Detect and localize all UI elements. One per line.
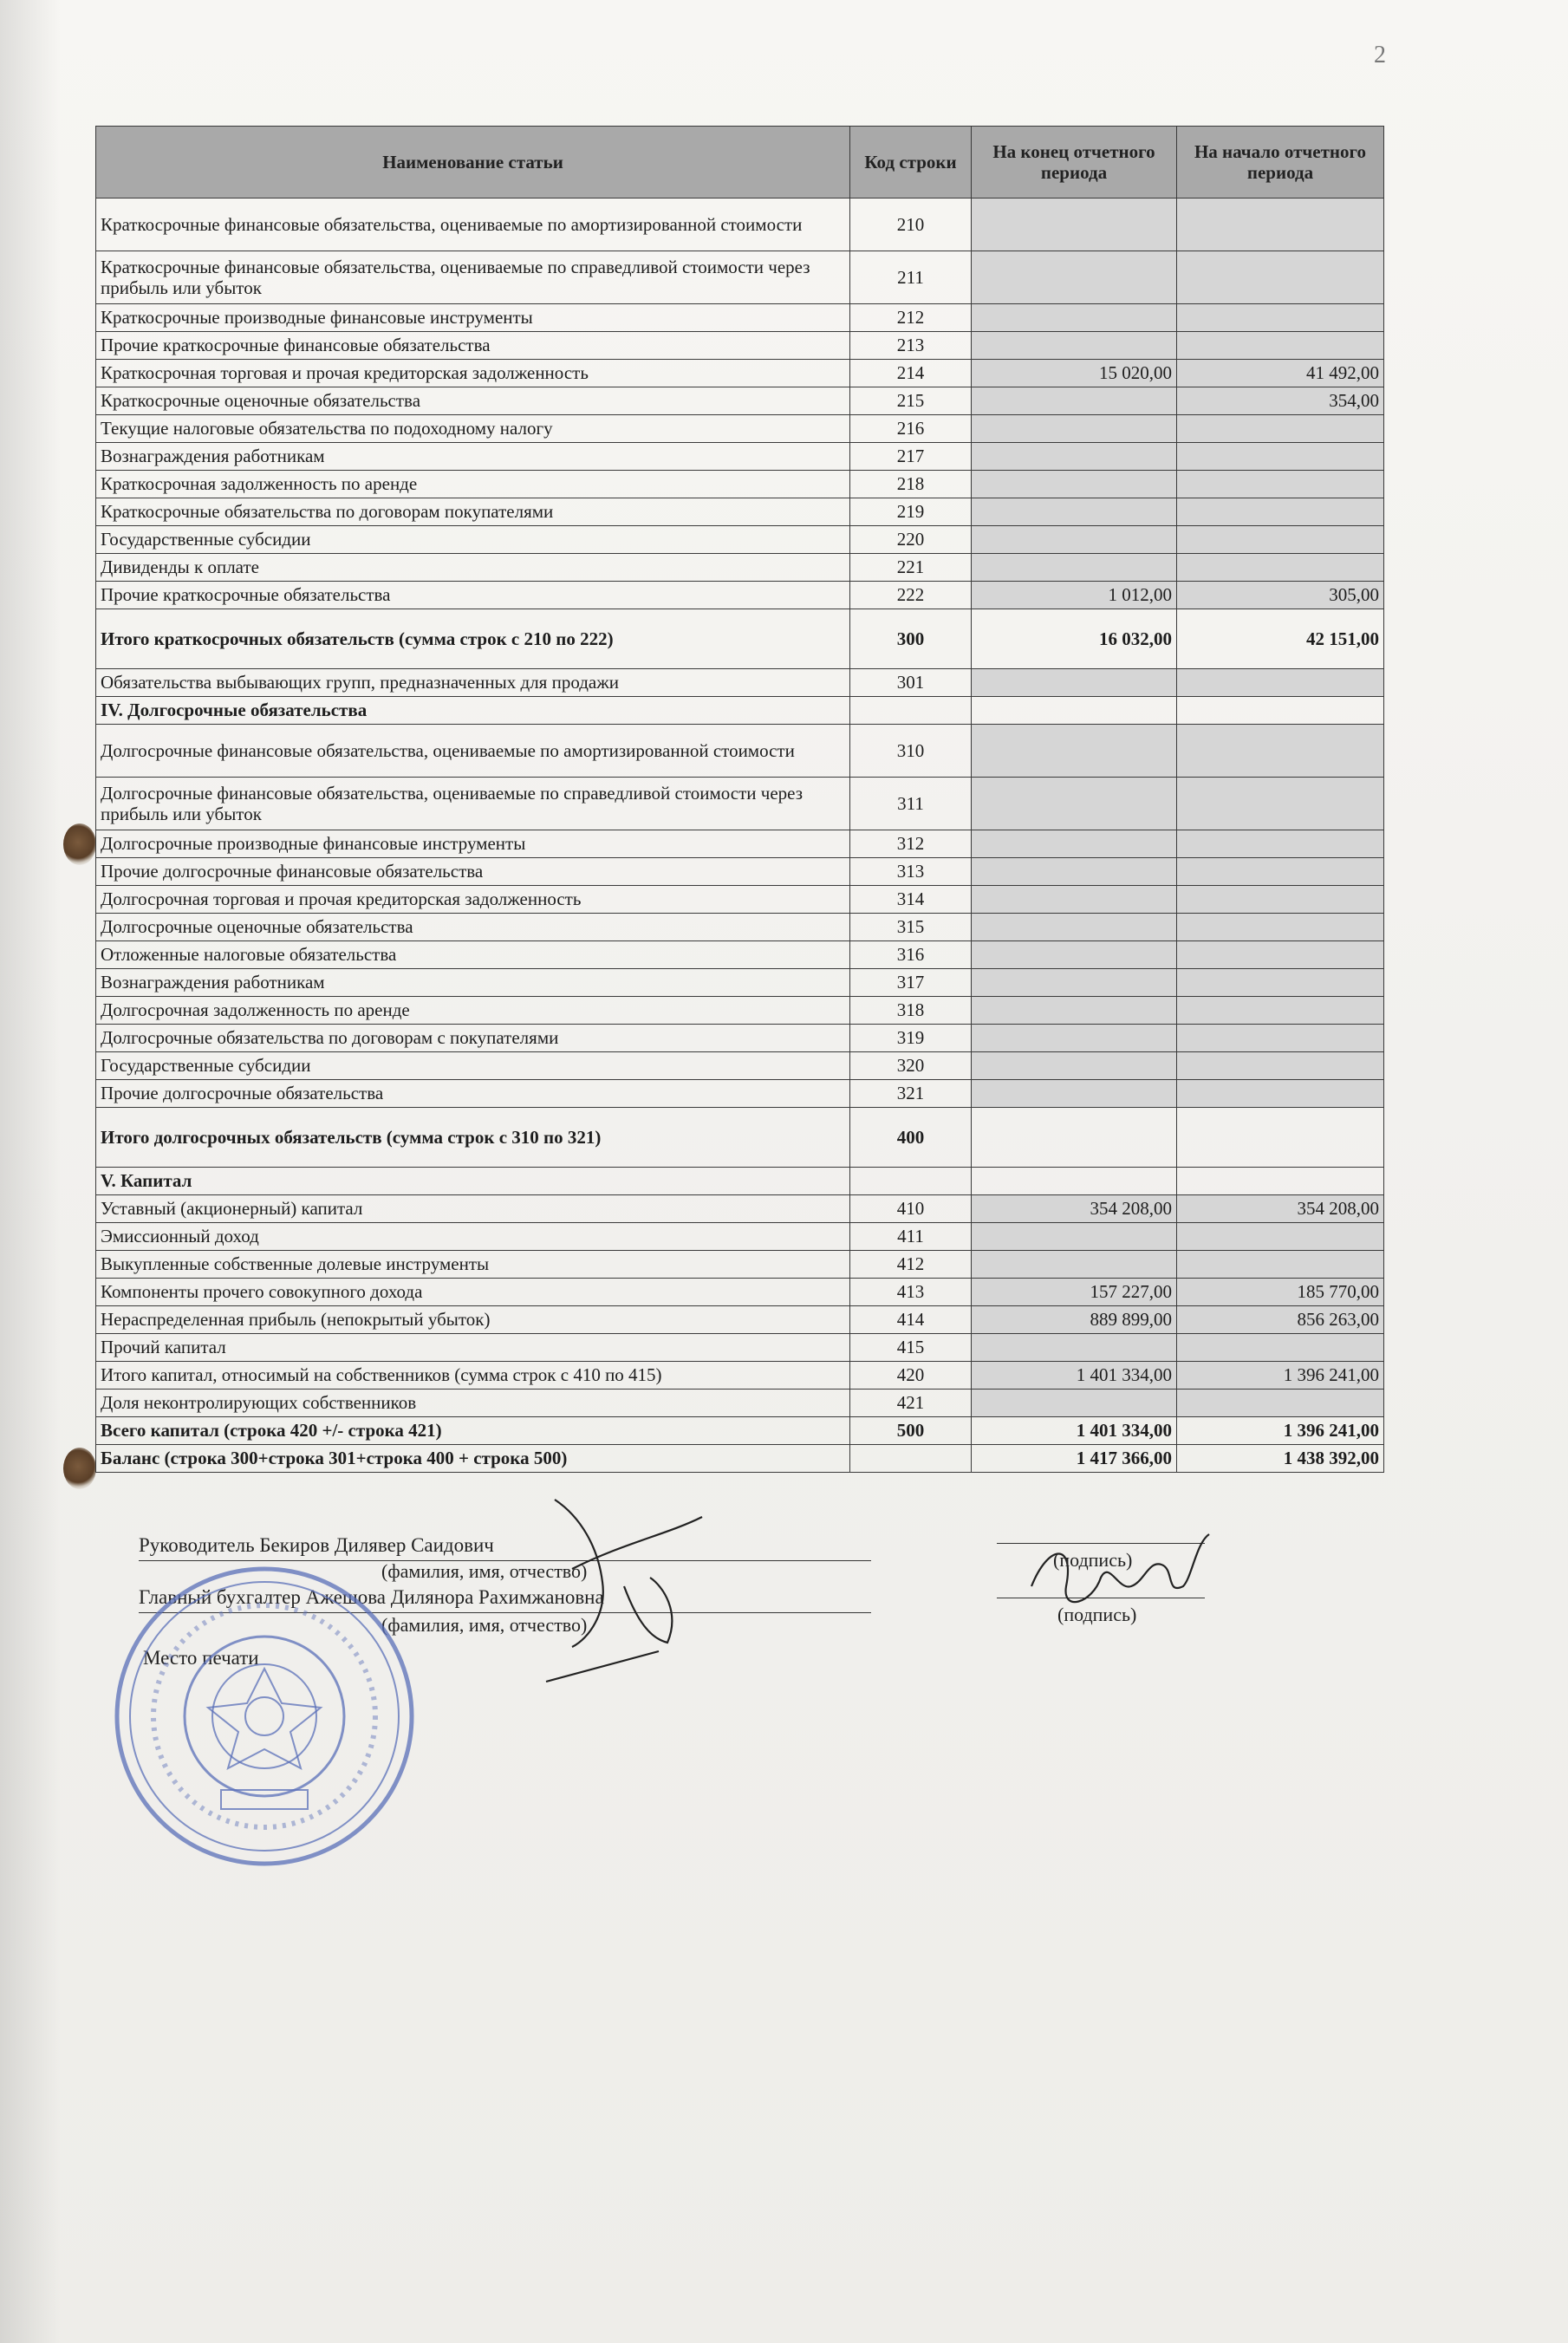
row-name: Вознаграждения работникам <box>96 969 850 997</box>
row-end-value <box>972 1080 1177 1108</box>
accountant-signature-icon <box>1014 1526 1213 1630</box>
row-code: 500 <box>850 1417 972 1445</box>
row-end-value: 16 032,00 <box>972 609 1177 669</box>
row-start-value: 856 263,00 <box>1177 1306 1384 1334</box>
row-code: 421 <box>850 1390 972 1417</box>
row-code: 312 <box>850 830 972 858</box>
row-name: V. Капитал <box>96 1168 850 1195</box>
row-name: Долгосрочные оценочные обязательства <box>96 914 850 941</box>
table-row <box>96 526 1384 554</box>
row-start-value <box>1177 471 1384 498</box>
row-end-value <box>972 830 1177 858</box>
row-name: Долгосрочные финансовые обязательства, оцениваемые по справедливой стоимости через прибыль или убыток <box>96 778 850 830</box>
row-name: Эмиссионный доход <box>96 1223 850 1251</box>
accountant-name: Ажешова Дилянора Рахимжановна <box>305 1586 604 1608</box>
row-code: 311 <box>850 778 972 830</box>
row-name: Долгосрочные финансовые обязательства, оцениваемые по амортизированной стоимости <box>96 725 850 778</box>
row-name: Компоненты прочего совокупного дохода <box>96 1279 850 1306</box>
table-row <box>96 304 1384 332</box>
table-row <box>96 582 1384 609</box>
table-row <box>96 498 1384 526</box>
row-code: 213 <box>850 332 972 360</box>
row-name: Прочие краткосрочные обязательства <box>96 582 850 609</box>
row-code: 215 <box>850 387 972 415</box>
table-row <box>96 778 1384 830</box>
row-name: Долгосрочные обязательства по договорам с покупателями <box>96 1025 850 1052</box>
row-name: Прочие долгосрочные обязательства <box>96 1080 850 1108</box>
row-end-value: 1 401 334,00 <box>972 1362 1177 1390</box>
row-end-value <box>972 886 1177 914</box>
row-start-value <box>1177 1390 1384 1417</box>
row-name: Прочие долгосрочные финансовые обязательства <box>96 858 850 886</box>
table-row <box>96 941 1384 969</box>
row-name: Краткосрочные финансовые обязательства, оцениваемые по справедливой стоимости через прибыль или убыток <box>96 251 850 304</box>
table-row <box>96 387 1384 415</box>
table-row <box>96 1025 1384 1052</box>
row-name: Итого капитал, относимый на собственников (сумма строк с 410 по 415) <box>96 1362 850 1390</box>
row-start-value <box>1177 526 1384 554</box>
row-code: 412 <box>850 1251 972 1279</box>
row-code: 313 <box>850 858 972 886</box>
row-name: Краткосрочные оценочные обязательства <box>96 387 850 415</box>
table-row <box>96 886 1384 914</box>
row-code: 214 <box>850 360 972 387</box>
punch-hole-top <box>63 823 96 865</box>
row-name: Баланс (строка 300+строка 301+строка 400 + строка 500) <box>96 1445 850 1473</box>
row-start-value <box>1177 1251 1384 1279</box>
row-start-value: 1 396 241,00 <box>1177 1417 1384 1445</box>
row-end-value <box>972 554 1177 582</box>
row-code: 400 <box>850 1108 972 1168</box>
table-row <box>96 969 1384 997</box>
table-row <box>96 1334 1384 1362</box>
row-start-value <box>1177 498 1384 526</box>
balance-table <box>95 126 1384 1473</box>
row-start-value <box>1177 304 1384 332</box>
row-code: 310 <box>850 725 972 778</box>
table-row <box>96 1417 1384 1445</box>
header-name: Наименование статьи <box>96 127 850 199</box>
row-end-value <box>972 443 1177 471</box>
row-name: Итого долгосрочных обязательств (сумма строк с 310 по 321) <box>96 1108 850 1168</box>
table-header-row <box>96 127 1384 199</box>
header-end: На конец отчетного периода <box>972 127 1177 199</box>
table-row <box>96 669 1384 697</box>
row-end-value <box>972 725 1177 778</box>
row-code: 301 <box>850 669 972 697</box>
row-end-value <box>972 251 1177 304</box>
row-end-value <box>972 969 1177 997</box>
row-end-value <box>972 199 1177 251</box>
row-code: 413 <box>850 1279 972 1306</box>
row-end-value: 15 020,00 <box>972 360 1177 387</box>
table-row <box>96 332 1384 360</box>
seal-stamp-icon <box>108 1560 420 1872</box>
row-start-value <box>1177 554 1384 582</box>
row-end-value <box>972 415 1177 443</box>
table-row <box>96 858 1384 886</box>
row-name: Дивиденды к оплате <box>96 554 850 582</box>
seal-place-label: Место печати <box>143 1647 259 1669</box>
row-start-value: 1 438 392,00 <box>1177 1445 1384 1473</box>
table-row <box>96 1279 1384 1306</box>
row-end-value: 354 208,00 <box>972 1195 1177 1223</box>
table-row <box>96 1168 1384 1195</box>
table-row <box>96 914 1384 941</box>
row-code: 411 <box>850 1223 972 1251</box>
row-end-value <box>972 997 1177 1025</box>
table-row <box>96 1390 1384 1417</box>
row-start-value: 185 770,00 <box>1177 1279 1384 1306</box>
page-shadow <box>0 0 61 2343</box>
row-end-value <box>972 1390 1177 1417</box>
row-end-value <box>972 941 1177 969</box>
row-end-value <box>972 669 1177 697</box>
row-name: Государственные субсидии <box>96 1052 850 1080</box>
head-fio-hint: (фамилия, имя, отчество) <box>381 1560 588 1582</box>
row-start-value <box>1177 1025 1384 1052</box>
row-start-value <box>1177 914 1384 941</box>
row-start-value <box>1177 669 1384 697</box>
row-start-value: 354 208,00 <box>1177 1195 1384 1223</box>
row-end-value <box>972 1334 1177 1362</box>
table-row <box>96 609 1384 669</box>
row-code: 320 <box>850 1052 972 1080</box>
head-label: Руководитель <box>139 1534 255 1556</box>
row-code: 317 <box>850 969 972 997</box>
accountant-label: Главный бухгалтер <box>139 1586 301 1608</box>
table-row <box>96 830 1384 858</box>
table-row <box>96 1108 1384 1168</box>
row-code: 210 <box>850 199 972 251</box>
head-name: Бекиров Дилявер Саидович <box>259 1534 494 1556</box>
row-code: 316 <box>850 941 972 969</box>
row-code: 216 <box>850 415 972 443</box>
row-start-value <box>1177 725 1384 778</box>
row-name: Прочие краткосрочные финансовые обязательства <box>96 332 850 360</box>
table-row <box>96 725 1384 778</box>
row-code: 222 <box>850 582 972 609</box>
row-start-value: 1 396 241,00 <box>1177 1362 1384 1390</box>
row-start-value <box>1177 415 1384 443</box>
table-row <box>96 554 1384 582</box>
row-start-value <box>1177 443 1384 471</box>
row-name: Нераспределенная прибыль (непокрытый убыток) <box>96 1306 850 1334</box>
page-number: 2 <box>1374 42 1386 68</box>
row-code: 420 <box>850 1362 972 1390</box>
row-start-value <box>1177 830 1384 858</box>
row-code: 220 <box>850 526 972 554</box>
header-code: Код строки <box>850 127 972 199</box>
row-end-value: 1 012,00 <box>972 582 1177 609</box>
head-sign-hint: (подпись) <box>1053 1549 1133 1571</box>
row-start-value <box>1177 969 1384 997</box>
row-code: 321 <box>850 1080 972 1108</box>
table-row <box>96 1052 1384 1080</box>
row-start-value: 42 151,00 <box>1177 609 1384 669</box>
row-name: Уставный (акционерный) капитал <box>96 1195 850 1223</box>
row-start-value <box>1177 1334 1384 1362</box>
row-start-value <box>1177 858 1384 886</box>
row-name: Отложенные налоговые обязательства <box>96 941 850 969</box>
row-end-value <box>972 526 1177 554</box>
accountant-sign-hint: (подпись) <box>1057 1604 1137 1625</box>
row-start-value <box>1177 1223 1384 1251</box>
row-end-value <box>972 858 1177 886</box>
row-end-value <box>972 1052 1177 1080</box>
row-name: Государственные субсидии <box>96 526 850 554</box>
row-name: Краткосрочная задолженность по аренде <box>96 471 850 498</box>
row-start-value: 41 492,00 <box>1177 360 1384 387</box>
row-end-value <box>972 1108 1177 1168</box>
row-code: 218 <box>850 471 972 498</box>
row-end-value <box>972 498 1177 526</box>
table-row <box>96 199 1384 251</box>
row-end-value: 157 227,00 <box>972 1279 1177 1306</box>
row-end-value <box>972 1251 1177 1279</box>
row-end-value <box>972 1168 1177 1195</box>
table-row <box>96 443 1384 471</box>
row-code: 410 <box>850 1195 972 1223</box>
table-row <box>96 697 1384 725</box>
row-end-value <box>972 778 1177 830</box>
row-start-value: 354,00 <box>1177 387 1384 415</box>
row-code: 415 <box>850 1334 972 1362</box>
row-name: Вознаграждения работникам <box>96 443 850 471</box>
row-code: 217 <box>850 443 972 471</box>
row-code <box>850 1445 972 1473</box>
row-start-value <box>1177 1080 1384 1108</box>
row-end-value: 889 899,00 <box>972 1306 1177 1334</box>
table-row <box>96 1223 1384 1251</box>
row-code: 212 <box>850 304 972 332</box>
row-code: 211 <box>850 251 972 304</box>
row-name: Долгосрочная задолженность по аренде <box>96 997 850 1025</box>
row-start-value <box>1177 778 1384 830</box>
row-code: 300 <box>850 609 972 669</box>
row-start-value <box>1177 1052 1384 1080</box>
row-start-value <box>1177 697 1384 725</box>
row-name: Краткосрочные производные финансовые инструменты <box>96 304 850 332</box>
accountant-fio-hint: (фамилия, имя, отчество) <box>381 1614 588 1636</box>
row-end-value <box>972 332 1177 360</box>
row-end-value <box>972 304 1177 332</box>
row-start-value <box>1177 941 1384 969</box>
row-start-value <box>1177 997 1384 1025</box>
row-name: Долгосрочная торговая и прочая кредиторская задолженность <box>96 886 850 914</box>
row-start-value <box>1177 332 1384 360</box>
head-signature-icon <box>520 1465 745 1690</box>
row-name: Обязательства выбывающих групп, предназначенных для продажи <box>96 669 850 697</box>
row-name: Доля неконтролирующих собственников <box>96 1390 850 1417</box>
row-start-value: 305,00 <box>1177 582 1384 609</box>
row-end-value: 1 401 334,00 <box>972 1417 1177 1445</box>
row-code: 314 <box>850 886 972 914</box>
table-row <box>96 251 1384 304</box>
row-name: Краткосрочные финансовые обязательства, оцениваемые по амортизированной стоимости <box>96 199 850 251</box>
row-name: Краткосрочные обязательства по договорам покупателями <box>96 498 850 526</box>
row-end-value <box>972 1025 1177 1052</box>
row-end-value <box>972 697 1177 725</box>
row-code: 219 <box>850 498 972 526</box>
row-name: Прочий капитал <box>96 1334 850 1362</box>
row-end-value <box>972 1223 1177 1251</box>
head-signature-line <box>139 1534 494 1557</box>
row-start-value <box>1177 199 1384 251</box>
row-code: 221 <box>850 554 972 582</box>
punch-hole-bottom <box>63 1448 96 1489</box>
table-row <box>96 1251 1384 1279</box>
row-code: 318 <box>850 997 972 1025</box>
table-row <box>96 1362 1384 1390</box>
row-name: Долгосрочные производные финансовые инструменты <box>96 830 850 858</box>
row-code: 315 <box>850 914 972 941</box>
row-end-value: 1 417 366,00 <box>972 1445 1177 1473</box>
table-row <box>96 1306 1384 1334</box>
row-code <box>850 1168 972 1195</box>
row-name: Выкупленные собственные долевые инструменты <box>96 1251 850 1279</box>
table-row <box>96 1195 1384 1223</box>
table-row <box>96 360 1384 387</box>
row-end-value <box>972 914 1177 941</box>
row-code: 319 <box>850 1025 972 1052</box>
row-end-value <box>972 387 1177 415</box>
row-end-value <box>972 471 1177 498</box>
row-name: IV. Долгосрочные обязательства <box>96 697 850 725</box>
row-start-value <box>1177 1168 1384 1195</box>
row-start-value <box>1177 1108 1384 1168</box>
table-row <box>96 415 1384 443</box>
row-code <box>850 697 972 725</box>
table-row <box>96 1080 1384 1108</box>
row-start-value <box>1177 251 1384 304</box>
row-name: Краткосрочная торговая и прочая кредиторская задолженность <box>96 360 850 387</box>
row-name: Итого краткосрочных обязательств (сумма строк с 210 по 222) <box>96 609 850 669</box>
row-name: Текущие налоговые обязательства по подоходному налогу <box>96 415 850 443</box>
row-name: Всего капитал (строка 420 +/- строка 421) <box>96 1417 850 1445</box>
table-row <box>96 471 1384 498</box>
row-start-value <box>1177 886 1384 914</box>
header-start: На начало отчетного периода <box>1177 127 1384 199</box>
table-row <box>96 997 1384 1025</box>
row-code: 414 <box>850 1306 972 1334</box>
